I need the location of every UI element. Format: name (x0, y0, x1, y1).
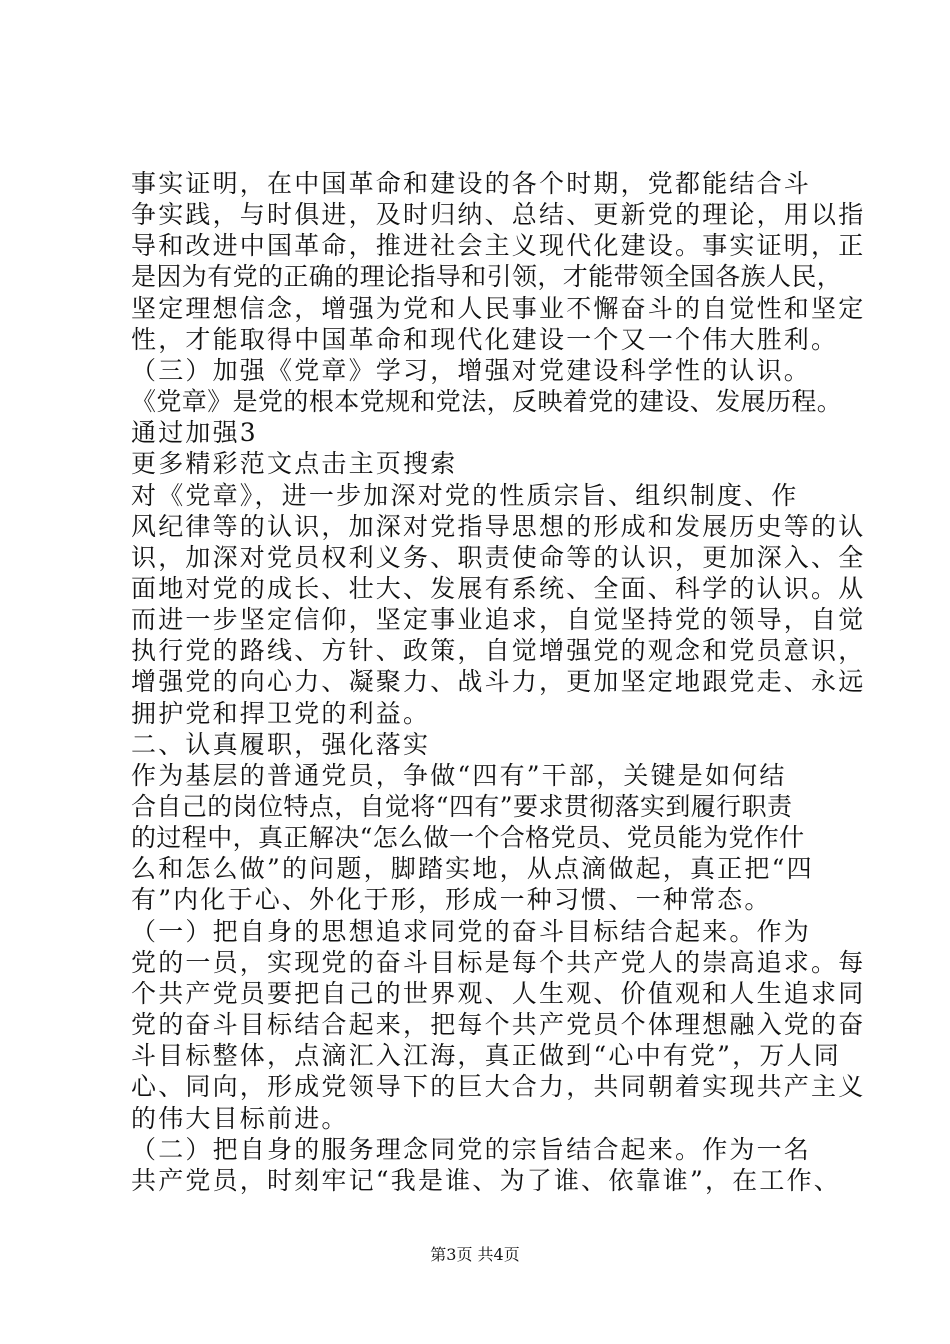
paragraph-line: 党的奋斗目标结合起来，把每个共产党员个体理想融入党的奋 (131, 1010, 866, 1039)
paragraph-line: 《党章》是党的根本党规和党法，反映着党的建设、发展历程。 (131, 387, 843, 416)
section-heading-line: （一）把自身的思想追求同党的奋斗目标结合起来。作为 (131, 917, 812, 946)
paragraph-line: 拥护党和捍卫党的利益。 (131, 699, 431, 728)
paragraph-line: 识，加深对党员权利义务、职责使命等的认识，更加深入、全 (131, 543, 866, 572)
paragraph-line: 而进一步坚定信仰，坚定事业追求，自觉坚持党的领导，自觉 (131, 605, 866, 634)
paragraph-line: 增强党的向心力、凝聚力、战斗力，更加坚定地跟党走、永远 (131, 667, 866, 696)
paragraph-line: 对《党章》，进一步加深对党的性质宗旨、组织制度、作 (131, 481, 799, 510)
paragraph-line: 个共产党员要把自己的世界观、人生观、价值观和人生追求同 (131, 979, 866, 1008)
paragraph-line: 么和怎么做”的问题，脚踏实地，从点滴做起，真正把“四 (131, 854, 814, 883)
paragraph-line: 作为基层的普通党员，争做“四有”干部，关键是如何结 (131, 761, 787, 790)
section-heading-line: （三）加强《党章》学习，增强对党建设科学性的认识。 (131, 356, 812, 385)
promo-line: 更多精彩范文点击主页搜索 (131, 449, 458, 478)
paragraph-line: 的伟大目标前进。 (131, 1104, 349, 1133)
paragraph-line: 事实证明，在中国革命和建设的各个时期，党都能结合斗 (131, 169, 812, 198)
section-heading-line: （二）把自身的服务理念同党的宗旨结合起来。作为一名 (131, 1135, 812, 1164)
paragraph-line: 党的一员，实现党的奋斗目标是每个共产党人的崇高追求。每 (131, 948, 866, 977)
paragraph-line: 的过程中，真正解决“怎么做一个合格党员、党员能为党作什 (131, 823, 805, 852)
paragraph-line: 通过加强3 (131, 418, 258, 447)
paragraph-line: 共产党员，时刻牢记“我是谁、为了谁、依靠谁”，在工作、 (131, 1166, 841, 1195)
paragraph-line: 性，才能取得中国革命和现代化建设一个又一个伟大胜利。 (131, 325, 839, 354)
paragraph-line: 是因为有党的正确的理论指导和引领，才能带领全国各族人民， (131, 262, 843, 291)
paragraph-line: 合自己的岗位特点，自觉将“四有”要求贯彻落实到履行职责 (131, 792, 793, 821)
paragraph-line: 斗目标整体，点滴汇入江海，真正做到“心中有党”，万人同 (131, 1041, 841, 1070)
paragraph-line: 有”内化于心、外化于形，形成一种习惯、一种常态。 (131, 885, 772, 914)
paragraph-line: 坚定理想信念，增强为党和人民事业不懈奋斗的自觉性和坚定 (131, 294, 866, 323)
paragraph-line: 面地对党的成长、壮大、发展有系统、全面、科学的认识。从 (131, 574, 866, 603)
paragraph-line: 争实践，与时俱进，及时归纳、总结、更新党的理论，用以指 (131, 200, 866, 229)
section-heading-line: 二、认真履职，强化落实 (131, 730, 431, 759)
page-footer: 第3页 共4页 (430, 1245, 520, 1264)
paragraph-line: 心、同向，形成党领导下的巨大合力，共同朝着实现共产主义 (131, 1072, 866, 1101)
paragraph-line: 风纪律等的认识，加深对党指导思想的形成和发展历史等的认 (131, 512, 866, 541)
paragraph-line: 导和改进中国革命，推进社会主义现代化建设。事实证明，正 (131, 231, 866, 260)
paragraph-line: 执行党的路线、方针、政策，自觉增强党的观念和党员意识， (131, 636, 866, 665)
